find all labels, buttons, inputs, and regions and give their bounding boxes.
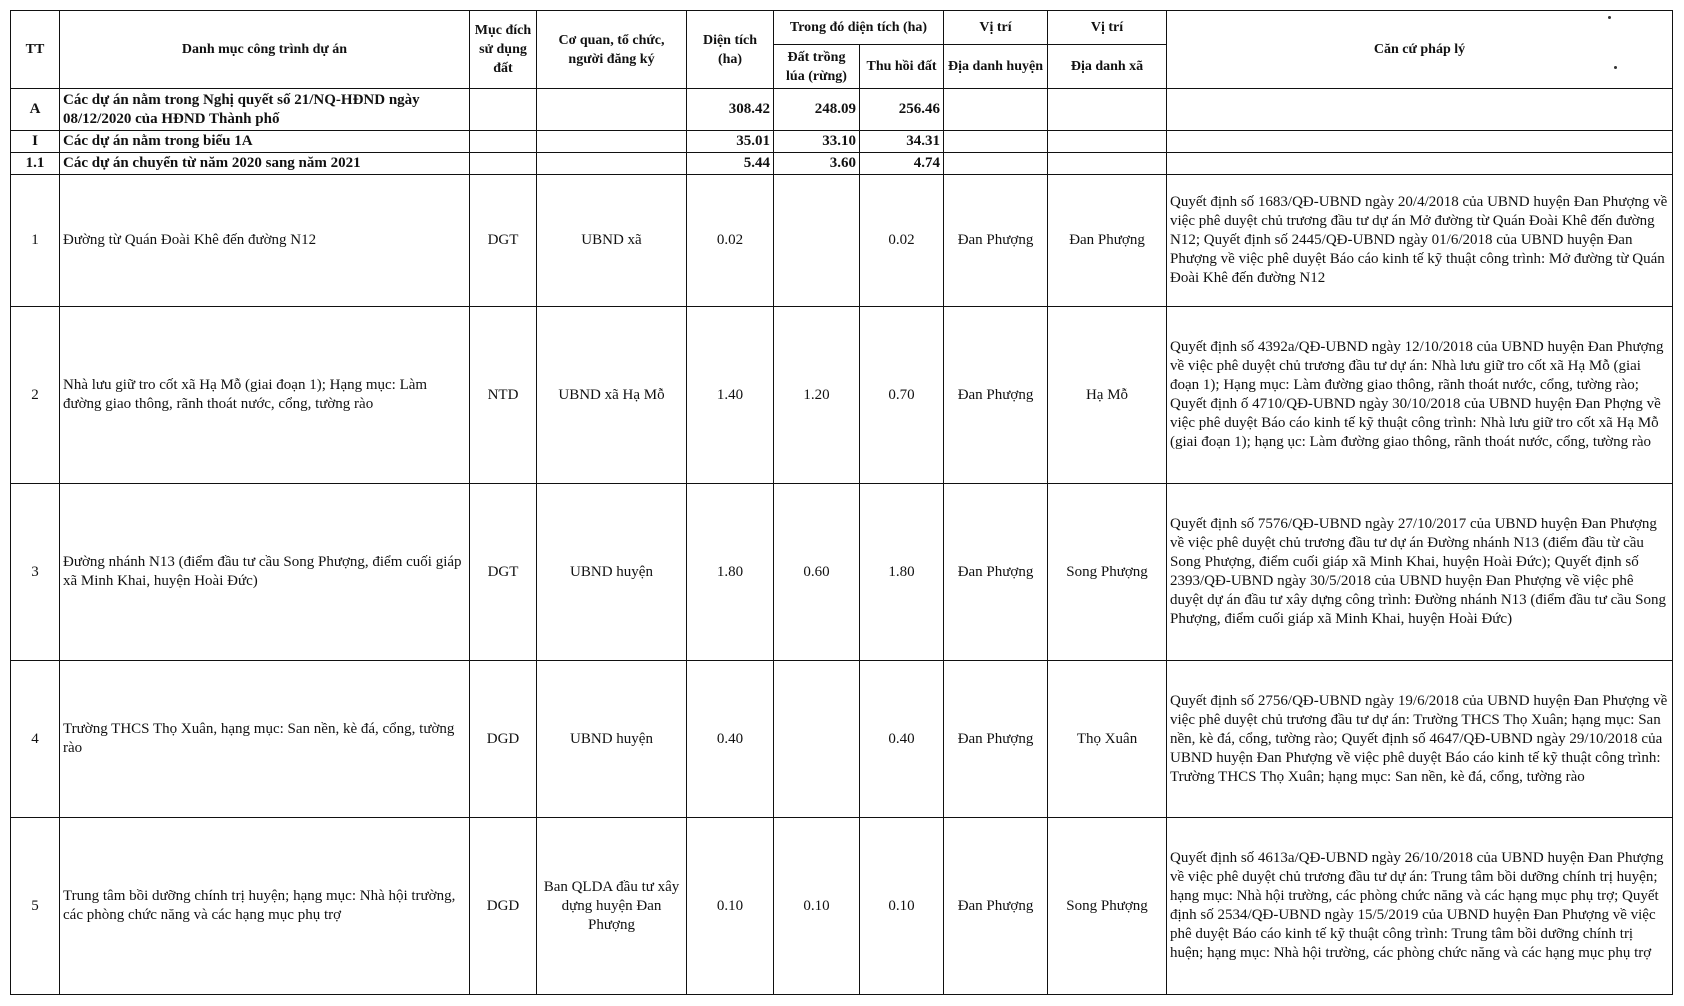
scan-speck xyxy=(1608,16,1611,19)
section-i-purpose xyxy=(470,131,537,153)
table-row xyxy=(11,661,1673,818)
table-row xyxy=(11,307,1673,484)
row-recovered: 0.70 xyxy=(860,307,944,484)
section-1-1-legal xyxy=(1167,153,1673,175)
row-tt: 5 xyxy=(11,818,60,995)
section-a-name: Các dự án nằm trong Nghị quyết số 21/NQ-HĐND ngày 08/12/2020 của HĐND Thành phố xyxy=(60,89,470,131)
row-legal-basis: Quyết định số 7576/QĐ-UBND ngày 27/10/2017 của UBND huyện Đan Phượng về việc phê duyệt chủ trương đầu tư dự án Đường nhánh N13 (điểm đầu từ cầu Song Phượng, điểm cuối giáp xã Minh Khai, huyện Hoài Đức); Quyết định số 2393/QĐ-UBND ngày 30/5/2018 của UBND huyện Đan Phượng về việc phê duyệt dự án đầu tư xây dựng công trình: Đường nhánh N13 (điểm đầu tư cầu Song Phượng, điểm cuối giáp xã Minh Khai, huyện Hoài Đức) xyxy=(1167,484,1673,661)
row-tt: 1 xyxy=(11,175,60,307)
row-project-name: Đường nhánh N13 (điểm đầu tư cầu Song Phượng, điểm cuối giáp xã Minh Khai, huyện Hoài Đức) xyxy=(60,484,470,661)
section-1-1-commune xyxy=(1048,153,1167,175)
header-tt: TT xyxy=(11,11,60,89)
row-district: Đan Phượng xyxy=(944,484,1048,661)
row-recovered: 0.02 xyxy=(860,175,944,307)
header-within: Trong đó diện tích (ha) xyxy=(774,11,944,45)
section-i-commune xyxy=(1048,131,1167,153)
section-a-district xyxy=(944,89,1048,131)
row-legal-basis: Quyết định số 4613a/QĐ-UBND ngày 26/10/2018 của UBND huyện Đan Phượng về việc phê duyệt chủ trương đầu tư dự án: Trung tâm bồi dưỡng chính trị huyện; hạng mục: Nhà hội trường, các phòng chức năng và các hạng mục phụ trợ; Quyết định số 2534/QĐ-UBND ngày 15/5/2019 của UBND huyện Đan Phượng về việc phê duyệt Báo cáo kinh tế kỹ thuật công trình: Trung tâm bồi dưỡng chính trị huện; hạng mục: Nhà hội trường, các phòng chức năng và các hạng mục phụ trợ xyxy=(1167,818,1673,995)
section-1-1-rice: 3.60 xyxy=(774,153,860,175)
header-legal: Căn cứ pháp lý xyxy=(1167,11,1673,89)
header-commune: Địa danh xã xyxy=(1048,45,1167,89)
row-legal-basis: Quyết định số 4392a/QĐ-UBND ngày 12/10/2018 của UBND huyện Đan Phượng về việc phê duyệt chủ trương đầu tư dự án: Nhà lưu giữ tro cốt xã Hạ Mỗ (giai đoạn 1); Hạng mục: Làm đường giao thông, rãnh thoát nước, cổng, tường rào; Quyết định ố 4710/QĐ-UBND ngày 30/10/2018 của UBND huyện Đan Phợng về việc phê duyệt Báo cáo kinh tế kỹ thuật công trình: Nhà lưu giữ tro cốt xã Hạ Mỗ (giai đoạn 1); hạng ục: Làm đường giao thông, rãnh thoát nước, cổng, tường rào xyxy=(1167,307,1673,484)
section-a-rice: 248.09 xyxy=(774,89,860,131)
section-1-1-district xyxy=(944,153,1048,175)
row-rice: 0.10 xyxy=(774,818,860,995)
header-location-2: Vị trí xyxy=(1048,11,1167,45)
row-district: Đan Phượng xyxy=(944,818,1048,995)
row-purpose: DGD xyxy=(470,661,537,818)
row-commune: Hạ Mỗ xyxy=(1048,307,1167,484)
row-legal-basis: Quyết định số 2756/QĐ-UBND ngày 19/6/2018 của UBND huyện Đan Phượng về việc phê duyệt chủ trương đầu tư dự án: Trường THCS Thọ Xuân; hạng mục: San nền, kè đá, cổng, tường rào; Quyết định số 4647/QĐ-UBND ngày 29/10/2018 của UBND huyện Đan Phượng về việc phê duyệt Báo cáo kinh tế kỹ thuật công trình: Trường THCS Thọ Xuân; hạng mục: San nền, kè đá, cổng, tường rào xyxy=(1167,661,1673,818)
row-tt: 4 xyxy=(11,661,60,818)
section-row-i xyxy=(11,131,1673,153)
row-tt: 3 xyxy=(11,484,60,661)
row-area: 0.10 xyxy=(687,818,774,995)
row-commune: Đan Phượng xyxy=(1048,175,1167,307)
section-1-1-area: 5.44 xyxy=(687,153,774,175)
header-row-1 xyxy=(11,11,1673,45)
section-i-district xyxy=(944,131,1048,153)
header-district: Địa danh huyện xyxy=(944,45,1048,89)
row-project-name: Nhà lưu giữ tro cốt xã Hạ Mỗ (giai đoạn 1); Hạng mục: Làm đường giao thông, rãnh thoát nước, cổng, tường rào xyxy=(60,307,470,484)
row-purpose: NTD xyxy=(470,307,537,484)
header-project: Danh mục công trình dự án xyxy=(60,11,470,89)
row-recovered: 1.80 xyxy=(860,484,944,661)
row-commune: Song Phượng xyxy=(1048,484,1167,661)
header-recovered: Thu hồi đất xyxy=(860,45,944,89)
section-a-recovered: 256.46 xyxy=(860,89,944,131)
row-agency: UBND huyện xyxy=(537,484,687,661)
row-rice: 0.60 xyxy=(774,484,860,661)
land-use-project-sheet xyxy=(10,10,1672,995)
section-i-legal xyxy=(1167,131,1673,153)
header-location-1: Vị trí xyxy=(944,11,1048,45)
row-recovered: 0.40 xyxy=(860,661,944,818)
section-1-1-tt: 1.1 xyxy=(11,153,60,175)
table-row xyxy=(11,175,1673,307)
row-agency: UBND huyện xyxy=(537,661,687,818)
row-district: Đan Phượng xyxy=(944,307,1048,484)
header-purpose: Mục đích sử dụng đất xyxy=(470,11,537,89)
section-i-area: 35.01 xyxy=(687,131,774,153)
section-1-1-name: Các dự án chuyển từ năm 2020 sang năm 2021 xyxy=(60,153,470,175)
section-i-recovered: 34.31 xyxy=(860,131,944,153)
row-district: Đan Phượng xyxy=(944,661,1048,818)
row-rice xyxy=(774,661,860,818)
header-rice: Đất trồng lúa (rừng) xyxy=(774,45,860,89)
section-a-legal xyxy=(1167,89,1673,131)
row-area: 1.80 xyxy=(687,484,774,661)
scan-speck xyxy=(1614,66,1617,69)
row-project-name: Đường từ Quán Đoài Khê đến đường N12 xyxy=(60,175,470,307)
row-project-name: Trung tâm bồi dưỡng chính trị huyện; hạng mục: Nhà hội trường, các phòng chức năng và các hạng mục phụ trợ xyxy=(60,818,470,995)
section-i-name: Các dự án nằm trong biểu 1A xyxy=(60,131,470,153)
section-1-1-agency xyxy=(537,153,687,175)
section-1-1-recovered: 4.74 xyxy=(860,153,944,175)
row-rice: 1.20 xyxy=(774,307,860,484)
row-district: Đan Phượng xyxy=(944,175,1048,307)
section-i-tt: I xyxy=(11,131,60,153)
row-agency: UBND xã Hạ Mỗ xyxy=(537,307,687,484)
project-table xyxy=(10,10,1673,995)
row-rice xyxy=(774,175,860,307)
section-a-purpose xyxy=(470,89,537,131)
section-row-a xyxy=(11,89,1673,131)
table-row xyxy=(11,818,1673,995)
row-legal-basis: Quyết định số 1683/QĐ-UBND ngày 20/4/2018 của UBND huyện Đan Phượng về việc phê duyệt chủ trương đầu tư dự án Mở đường từ Quán Đoài Khê đến đường N12; Quyết định số 2445/QĐ-UBND ngày 01/6/2018 của UBND huyện Đan Phượng về việc phê duyệt Báo cáo kinh tế kỹ thuật công trình: Mở đường từ Quán Đoài Khê đến đường N12 xyxy=(1167,175,1673,307)
row-purpose: DGT xyxy=(470,175,537,307)
row-tt: 2 xyxy=(11,307,60,484)
section-a-area: 308.42 xyxy=(687,89,774,131)
row-purpose: DGT xyxy=(470,484,537,661)
row-project-name: Trường THCS Thọ Xuân, hạng mục: San nền, kè đá, cổng, tường rào xyxy=(60,661,470,818)
row-area: 0.02 xyxy=(687,175,774,307)
table-row xyxy=(11,484,1673,661)
row-agency: UBND xã xyxy=(537,175,687,307)
section-a-agency xyxy=(537,89,687,131)
row-area: 0.40 xyxy=(687,661,774,818)
section-a-commune xyxy=(1048,89,1167,131)
section-1-1-purpose xyxy=(470,153,537,175)
row-purpose: DGD xyxy=(470,818,537,995)
row-agency: Ban QLDA đầu tư xây dựng huyện Đan Phượng xyxy=(537,818,687,995)
header-agency: Cơ quan, tổ chức, người đăng ký xyxy=(537,11,687,89)
row-area: 1.40 xyxy=(687,307,774,484)
row-commune: Thọ Xuân xyxy=(1048,661,1167,818)
row-recovered: 0.10 xyxy=(860,818,944,995)
section-i-agency xyxy=(537,131,687,153)
section-row-1-1 xyxy=(11,153,1673,175)
row-commune: Song Phượng xyxy=(1048,818,1167,995)
section-i-rice: 33.10 xyxy=(774,131,860,153)
section-a-tt: A xyxy=(11,89,60,131)
header-area: Diện tích (ha) xyxy=(687,11,774,89)
